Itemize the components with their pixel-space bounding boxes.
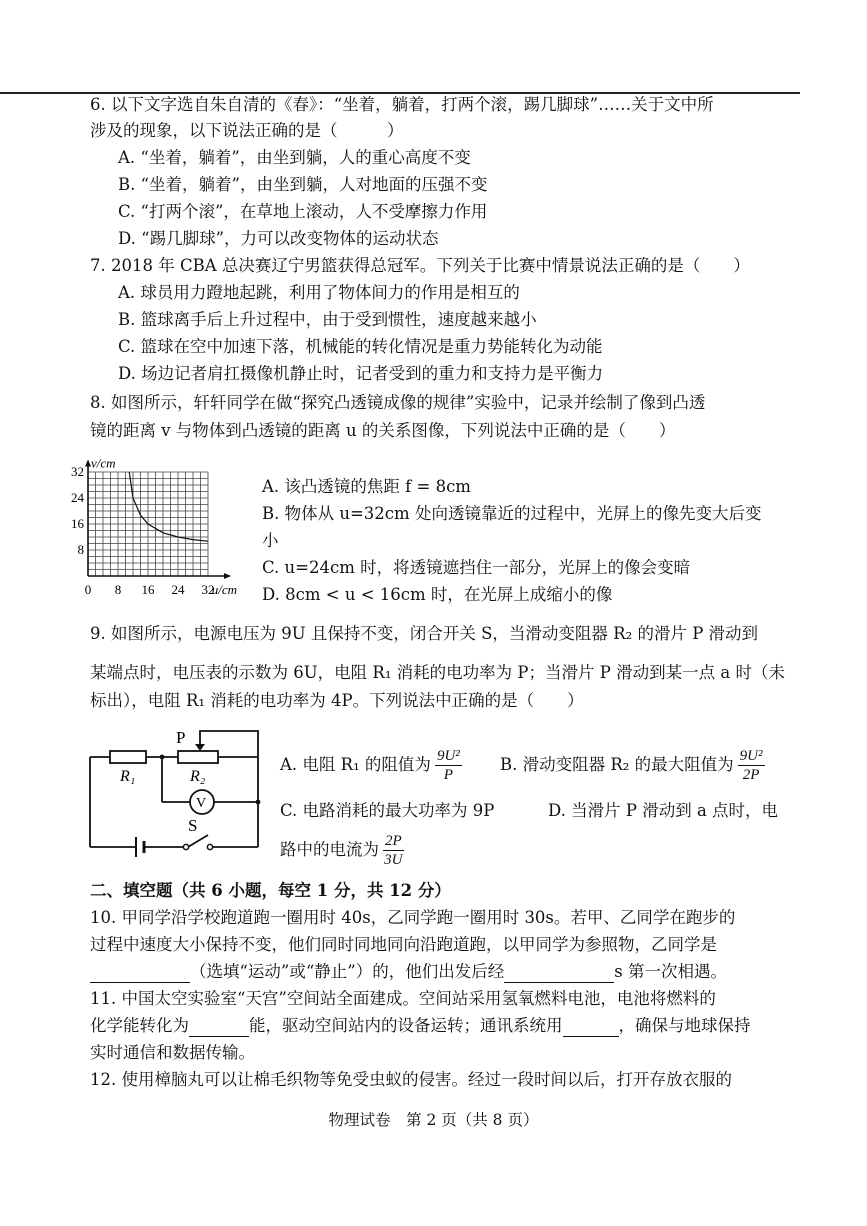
x-tick-label: 8 xyxy=(114,582,122,597)
y-tick-label: 16 xyxy=(71,516,84,531)
q11-line2-text-b: 能，驱动空间站内的设备运转；通讯系统用 xyxy=(249,1016,563,1035)
q9-option-c: C. 电路消耗的最大功率为 9P xyxy=(280,801,495,820)
q9-option-d-text: 路中的电流为 xyxy=(280,840,379,859)
r1-label: R₁ xyxy=(120,768,136,785)
q7-option-c: C. 篮球在空中加速下落，机械能的转化情况是重力势能转化为动能 xyxy=(118,337,603,356)
x-tick-label: 16 xyxy=(141,582,155,597)
x-axis-arrow xyxy=(224,573,231,579)
q11-line1: 11. 中国太空实验室“天宫”空间站全面建成。空间站采用氢氧燃料电池，电池将燃料的 xyxy=(90,989,716,1008)
q10-line1: 10. 甲同学沿学校跑道跑一圈用时 40s，乙同学跑一圈用时 30s。若甲、乙同学在跑步的 xyxy=(90,908,736,927)
q7-option-a: A. 球员用力蹬地起跳，利用了物体间力的作用是相互的 xyxy=(118,283,520,302)
x-tick-label: 0 xyxy=(84,582,92,597)
q11-line2-text-c: ，确保与地球保持 xyxy=(618,1016,751,1035)
q11-line2-text-a: 化学能转化为 xyxy=(90,1016,189,1035)
q11-blank-2[interactable] xyxy=(563,1020,619,1037)
q6-option-a: A. “坐着，躺着”，由坐到躺，人的重心高度不变 xyxy=(118,148,471,167)
y-tick-label: 8 xyxy=(77,542,84,557)
circuit-diagram xyxy=(80,725,270,865)
q7-stem: 7. 2018 年 CBA 总决赛辽宁男篮获得总冠军。下列关于比赛中情景说法正确的是（ ） xyxy=(90,256,750,275)
resistor-r2 xyxy=(178,751,218,763)
q11-line3: 实时通信和数据传输。 xyxy=(90,1043,255,1062)
q8-option-d: D. 8cm < u < 16cm 时，在光屏上成缩小的像 xyxy=(262,585,613,604)
q10-line3 xyxy=(90,961,727,983)
q11-blank-1[interactable] xyxy=(189,1020,249,1037)
q10-blank-1[interactable] xyxy=(90,966,190,983)
q8-stem-line2: 镜的距离 v 与物体到凸透镜的距离 u 的关系图像，下列说法中正确的是（ ） xyxy=(90,421,676,440)
q8-option-c: C. u=24cm 时，将透镜遮挡住一部分，光屏上的像会变暗 xyxy=(262,558,691,577)
q9-option-d-denominator: 3U xyxy=(384,852,403,868)
q6-option-d: D. “踢几脚球”，力可以改变物体的运动状态 xyxy=(118,229,439,248)
r2-label: R₂ xyxy=(190,768,206,785)
q9-option-b xyxy=(500,747,769,784)
q9-stem-line3: 标出），电阻 R₁ 消耗的电功率为 4P。下列说法中正确的是（ ） xyxy=(90,691,584,710)
page-footer: 物理试卷 第 2 页（共 8 页） xyxy=(328,1111,539,1129)
q10-blank-2[interactable] xyxy=(504,966,614,983)
q8-option-b-line1: B. 物体从 u=32cm 处向透镜靠近的过程中，光屏上的像先变大后变 xyxy=(262,504,762,523)
q8-option-a: A. 该凸透镜的焦距 f = 8cm xyxy=(262,477,471,496)
y-axis-label: v/cm xyxy=(91,455,116,471)
x-tick-label: 24 xyxy=(171,582,185,597)
q9-stem-line2: 某端点时，电压表的示数为 6U，电阻 R₁ 消耗的电功率为 P；当滑片 P 滑动到某一点 a 时（未 xyxy=(90,663,785,682)
switch-s xyxy=(188,835,208,847)
q10-line3-text-b: s 第一次相遇。 xyxy=(614,962,727,981)
voltmeter-label: V xyxy=(196,796,207,811)
slider-label: P xyxy=(176,728,186,747)
q9-stem-line1: 9. 如图所示，电源电压为 9U 且保持不变，闭合开关 S，当滑动变阻器 R₂ 的滑片 P 滑动到 xyxy=(90,624,759,643)
q6-option-c: C. “打两个滚”，在草地上滚动，人不受摩擦力作用 xyxy=(118,202,488,221)
x-tick-label: 32 xyxy=(201,582,215,597)
q10-line2: 过程中速度大小保持不变，他们同时同地同向沿跑道跑，以甲同学为参照物，乙同学是 xyxy=(90,935,717,954)
y-tick-label: 32 xyxy=(71,464,84,479)
q9-option-b-denominator: 2P xyxy=(742,767,760,783)
section-title-fill-in: 二、填空题（共 6 小题，每空 1 分，共 12 分） xyxy=(90,881,451,900)
q6-stem-line1: 6. 以下文字选自朱自清的《春》：“坐着，躺着，打两个滚，踢几脚球”……关于文中所 xyxy=(90,95,714,114)
uv-graph xyxy=(60,448,260,608)
q8-option-b-line2: 小 xyxy=(262,531,279,550)
q7-option-b: B. 篮球离手后上升过程中，由于受到惯性，速度越来越小 xyxy=(118,310,537,329)
q6-option-b: B. “坐着，躺着”，由坐到躺，人对地面的压强不变 xyxy=(118,175,488,194)
q12-line1: 12. 使用樟脑丸可以让棉毛织物等免受虫蚁的侵害。经过一段时间以后，打开存放衣服的 xyxy=(90,1070,732,1089)
q9-option-a xyxy=(280,747,466,784)
q11-line2 xyxy=(90,1015,751,1037)
q9-option-d-numerator: 2P xyxy=(385,833,402,849)
q6-stem-line2: 涉及的现象，以下说法正确的是（ ） xyxy=(90,121,404,140)
q9-option-b-numerator: 9U² xyxy=(739,748,763,764)
resistor-r1 xyxy=(110,751,146,763)
x-axis-label: u/cm xyxy=(211,582,238,597)
q9-option-a-fraction xyxy=(435,747,462,784)
q9-option-b-fraction xyxy=(738,747,765,784)
q7-option-d: D. 场边记者肩扛摄像机静止时，记者受到的重力和支持力是平衡力 xyxy=(118,364,604,383)
q9-option-d-line2 xyxy=(280,832,408,869)
q9-option-a-denominator: P xyxy=(443,767,453,783)
y-tick-label: 24 xyxy=(71,490,84,505)
slider-arrowhead xyxy=(195,744,205,751)
q9-option-d-fraction xyxy=(383,832,404,869)
q9-option-d-line1: D. 当滑片 P 滑动到 a 点时，电 xyxy=(548,801,779,820)
q10-line3-text-a: （选填“运动”或“静止”）的，他们出发后经 xyxy=(190,962,505,981)
q8-stem-line1: 8. 如图所示，轩轩同学在做“探究凸透镜成像的规律”实验中，记录并绘制了像到凸透 xyxy=(90,393,706,412)
switch-label: S xyxy=(188,816,198,835)
q9-option-a-numerator: 9U² xyxy=(436,748,460,764)
q9-option-a-text: A. 电阻 R₁ 的阻值为 xyxy=(280,755,431,774)
q9-option-b-text: B. 滑动变阻器 R₂ 的最大阻值为 xyxy=(500,755,734,774)
